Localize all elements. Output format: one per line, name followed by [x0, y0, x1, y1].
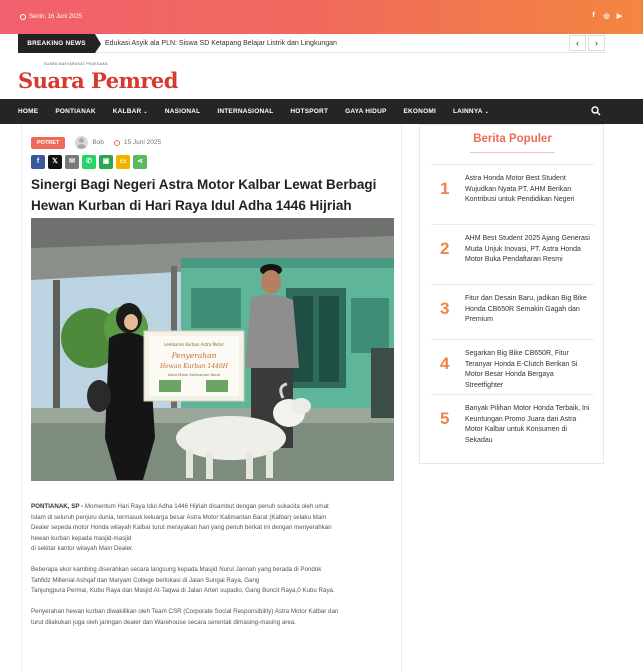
article-photo — [31, 218, 394, 481]
current-date-text: Senin, 16 Juni 2025 — [29, 14, 83, 20]
popular-rank: 1 — [440, 179, 450, 198]
popular-rank: 5 — [440, 409, 450, 428]
article-meta — [31, 135, 161, 150]
nav-item-hotsport[interactable]: HOTSPORT — [290, 108, 329, 115]
top-bar — [0, 0, 643, 34]
search-icon[interactable] — [591, 106, 601, 116]
nav-item-home[interactable]: HOME — [18, 108, 39, 115]
facebook-icon[interactable]: f — [592, 12, 595, 19]
share-x-button[interactable]: 𝕏 — [48, 155, 62, 169]
popular-item[interactable] — [431, 339, 594, 393]
nav-item-nasional[interactable]: NASIONAL — [164, 108, 201, 115]
clock-icon — [20, 14, 26, 20]
category-badge[interactable]: POTRET — [31, 137, 65, 149]
article-body — [31, 502, 395, 639]
banner-line-4: Astra Motor Kalimantan Barat — [168, 373, 220, 377]
site-logo[interactable] — [18, 60, 178, 94]
popular-rank: 3 — [440, 299, 450, 318]
chevron-down-icon: ⌄ — [143, 109, 148, 115]
logo-name: Suara Pemred — [18, 68, 178, 93]
author-name: Bob — [92, 139, 104, 146]
article-paragraph: PONTIANAK, SP - Momentum Hari Raya Idul Adha 1446 Hijriah disambut dengan penuh sukacita oleh umat Islam di seluruh penjuru dunia, termasuk keluarga besar Astra Motor Kalimantan Barat (Kalbar) selaku Main Dealer sepeda motor Honda wilayah Kalbar turut merayakan hari yang penuh berkat ini dengan menyerahkan hewan kurban kepada masjid-masjid di sekitar kantor wilayah Main Dealer. — [31, 503, 332, 552]
popular-item[interactable] — [431, 224, 594, 278]
article — [21, 124, 402, 672]
share-facebook-button[interactable]: f — [31, 155, 45, 169]
popular-news-widget — [419, 124, 604, 464]
logo-tagline: SUARA MASYARAKAT PEDESAAN — [44, 62, 108, 66]
popular-headline[interactable]: Banyak Pilihan Motor Honda Terbaik, Ini Keuntungan Promo Juara dari Astra Motor Kalbar untuk Konsumen di Sekadau — [465, 405, 590, 444]
popular-news-title: Berita Populer — [473, 133, 552, 145]
current-date — [20, 14, 82, 20]
share-whatsapp-button[interactable]: ✆ — [82, 155, 96, 169]
popular-rank: 4 — [440, 354, 450, 373]
popular-headline[interactable]: Astra Honda Motor Best Student Wujudkan Nyata PT. AHM Berikan Kontribusi untuk Pendidikan Negeri — [465, 175, 575, 203]
popular-rank: 2 — [440, 239, 450, 258]
popular-headline[interactable]: Fitur dan Desain Baru, jadikan Big Bike Honda CB650R Semakin Gagah dan Premium — [465, 295, 587, 323]
nav-item-gaya-hidup[interactable]: GAYA HIDUP — [345, 108, 387, 115]
chevron-down-icon: ⌄ — [484, 109, 490, 115]
social-links — [590, 12, 623, 20]
avatar — [75, 136, 88, 149]
popular-headline[interactable]: Segarkan Big Bike CB650R, Fitur Teranyar Honda E-Clutch Berikan Si Motor Besar Honda Bergaya Streetfighter — [465, 350, 578, 389]
article-paragraph: Penyerahan hewan kurban diwakilikan oleh Team CSR (Corporate Social Responsibility) Astra Motor Kalbar dan turut dilakukan juga oleh jaringan dealer dan Warehouse secara serentak dimasing-masing area. — [31, 608, 339, 626]
share-more-button[interactable]: ⋖ — [133, 155, 147, 169]
main-navigation — [0, 99, 643, 124]
popular-item[interactable] — [431, 284, 594, 338]
article-title: Sinergi Bagi Negeri Astra Motor Kalbar Lewat Berbagi Hewan Kurban di Hari Raya Idul Adha 1446 Hijriah — [31, 177, 377, 213]
share-email-button[interactable]: ✉ — [65, 155, 79, 169]
article-author[interactable] — [75, 136, 104, 149]
clock-icon — [114, 140, 120, 146]
nav-item-ekonomi[interactable]: EKONOMI — [403, 108, 436, 115]
breaking-news-bar — [18, 34, 605, 53]
breaking-news-headline[interactable]: Edukasi Asyik ala PLN: Siswa SD Ketapang Belajar Listrik dan Lingkungan — [105, 40, 337, 47]
popular-item[interactable] — [431, 164, 594, 218]
youtube-icon[interactable]: ▶ — [616, 13, 623, 20]
article-date — [114, 139, 161, 146]
breaking-news-label: BREAKING NEWS — [18, 34, 95, 53]
article-date-text: 15 Juni 2025 — [123, 139, 162, 146]
nav-item-kalbar[interactable]: KALBAR ⌄ — [112, 108, 148, 115]
banner-line-1: Lembaran Kurban Astra Motor — [163, 342, 225, 347]
dateline: PONTIANAK, SP - — [31, 503, 85, 510]
ticker-prev-button[interactable]: ‹ — [569, 35, 586, 51]
share-buttons — [31, 155, 147, 169]
banner-line-3: Hewan Kurban 1446H — [159, 363, 229, 370]
share-line-button[interactable]: ▣ — [99, 155, 113, 169]
popular-headline[interactable]: AHM Best Student 2025 Ajang Generasi Muda Unjuk Inovasi, PT. Astra Honda Motor Buka Pendaftaran Resmi — [465, 235, 590, 263]
ticker-next-button[interactable]: › — [588, 35, 605, 51]
share-sms-button[interactable]: ▭ — [116, 155, 130, 169]
instagram-icon[interactable]: ◎ — [603, 13, 610, 20]
nav-item-internasional[interactable]: INTERNASIONAL — [217, 108, 274, 115]
title-underline — [470, 152, 555, 153]
banner-line-2: Penyerahan — [171, 351, 217, 360]
nav-item-lainnya[interactable]: LAINNYA ⌄ — [452, 108, 490, 115]
article-photo-illustration — [31, 218, 394, 481]
popular-item[interactable] — [431, 394, 594, 448]
nav-item-pontianak[interactable]: PONTIANAK — [55, 108, 96, 115]
article-paragraph: Beberapa ekor kambing diserahkan secara langsung kepada Masjid Nurul Jannah yang berada di Pondok Tahfidz Millenial Ashqaf dan Maryam College berlokasi di Jalan Sungai Raya, Gang Tanjungpura Permai, Kubu Raya dan Masjid At-Taqwa di Jalan Arteri supadio, Gang Buncit Raya,0 Kubu Raya. — [31, 566, 335, 594]
